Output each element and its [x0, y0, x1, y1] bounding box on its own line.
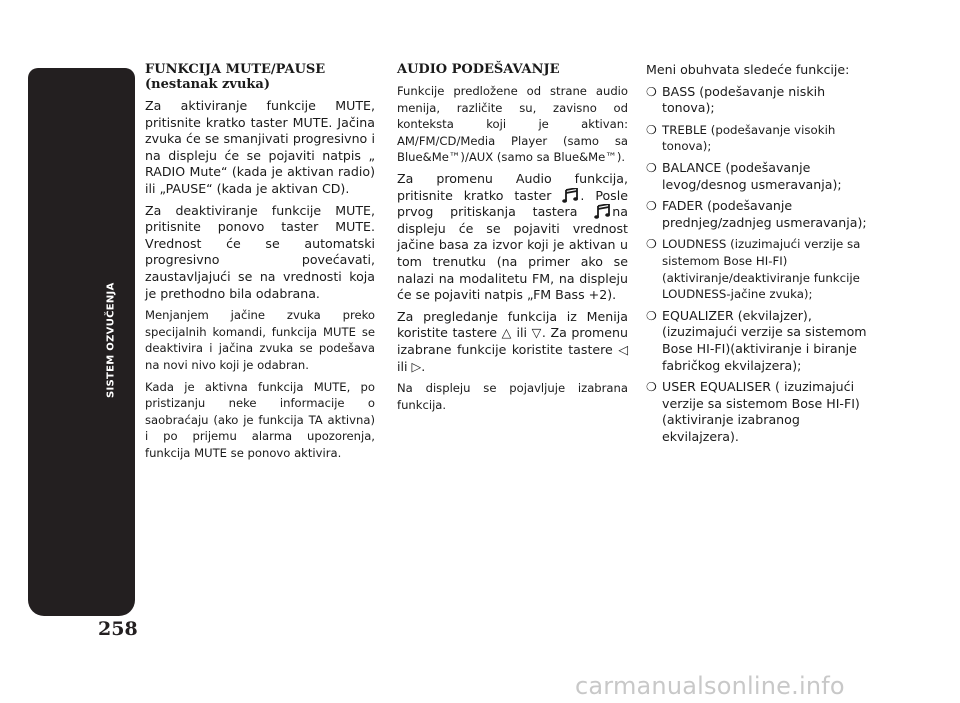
down-triangle-icon: ▽	[531, 325, 542, 341]
bullet-icon: ❍	[646, 199, 657, 214]
bullet-icon: ❍	[646, 308, 657, 323]
column-menu-functions	[646, 62, 878, 450]
left-triangle-icon: ◁	[618, 341, 628, 357]
column-mute-pause	[145, 62, 375, 466]
function-list	[646, 84, 878, 446]
bullet-icon: ❍	[646, 237, 657, 252]
paragraph: Funkcije predložene od strane audio menija, različite su, zavisno od konteksta koji je aktivan: AM/FM/CD/Media Player (samo sa Blue&Me™)/AUX (samo sa Blue&Me™).	[397, 84, 628, 165]
menu-intro: Meni obuhvata sledeće funkcije:	[646, 62, 850, 77]
list-item: ❍ LOUDNESS (izuzimajući verzije sa sistemom Bose HI-FI) (aktiviranje/deaktiviranje funkcije LOUDNESS-jačine zvuka);	[646, 237, 861, 302]
paragraph: Menjanjem jačine zvuka preko specijalnih komandi, funkcija MUTE se deaktivira i jačina zvuka se podešava na novi nivo koji je odabran.	[145, 308, 375, 372]
list-item: ❍ USER EQUALISER ( izuzimajući verzije sa sistemom Bose HI-FI) (aktiviranje izabranog ekvilajzera).	[646, 379, 860, 444]
right-triangle-icon: ▷	[411, 358, 422, 374]
list-item: ❍ BALANCE (podešavanje levog/desnog usmeravanja);	[646, 159, 842, 192]
list-item: ❍ BASS (podešavanje niskih tonova);	[646, 83, 826, 116]
paragraph: Za promenu Audio funkcija, pritisnite kratko taster . Posle prvog pritiskanja tastera na displeju će se pojaviti vrednost jačine basa za izvor koji je aktivan u tom trenutku (na primer ako se nalazi na modalitetu FM, na displeju će se pojaviti natpis „FM Bass +2).	[397, 170, 628, 303]
audio-music-icon	[594, 204, 612, 219]
bullet-icon: ❍	[646, 380, 657, 395]
list-item: ❍ TREBLE (podešavanje visokih tonova);	[646, 122, 836, 154]
bullet-icon: ❍	[646, 160, 657, 175]
column-audio-settings	[397, 62, 628, 418]
bullet-icon: ❍	[646, 122, 657, 137]
heading-audio-settings: AUDIO PODEŠAVANJE	[397, 62, 560, 77]
paragraph: Kada je aktivna funkcija MUTE, po pristizanju neke informacije o saobraćaju (ako je funkcija TA aktivna) i po prijemu alarma upozorenja, funkcija MUTE se ponovo aktivira.	[145, 379, 375, 460]
section-label: SISTEM OZVUČENJA	[105, 282, 117, 398]
paragraph: Za deaktiviranje funkcije MUTE, pritisnite ponovo taster MUTE. Vrednost će se automatski progresivno povećavati, zaustavljajući se na vrednosti koja je prethodno bila odabrana.	[145, 202, 375, 301]
watermark: carmanualsonline.info	[575, 672, 845, 700]
audio-music-icon	[562, 188, 580, 203]
list-item: ❍ EQUALIZER (ekvilajzer),(izuzimajući verzije sa sistemom Bose HI-FI)(aktiviranje i biranje fabričkog ekvilajzera);	[646, 307, 867, 373]
paragraph: Za aktiviranje funkcije MUTE, pritisnite kratko taster MUTE. Jačina zvuka će se smanjivati progresivno i na displeju će se pojaviti natpis „ RADIO Mute“ (kada je aktivan radio) ili „PAUSE“ (kada je aktivan CD).	[145, 98, 375, 196]
paragraph: Za pregledanje funkcija iz Menija koristite tastere △ ili ▽. Za promenu izabrane funkcije koristite tastere ◁ ili ▷.	[397, 308, 629, 374]
page-number: 258	[98, 618, 138, 640]
paragraph: Na displeju se pojavljuje izabrana funkcija.	[397, 381, 628, 412]
list-item: ❍ FADER (podešavanje prednjeg/zadnjeg usmeravanja);	[646, 198, 867, 230]
up-triangle-icon: △	[501, 325, 512, 341]
heading-mute-pause: FUNKCIJA MUTE/PAUSE (nestanak zvuka)	[145, 62, 326, 92]
bullet-icon: ❍	[646, 84, 657, 99]
